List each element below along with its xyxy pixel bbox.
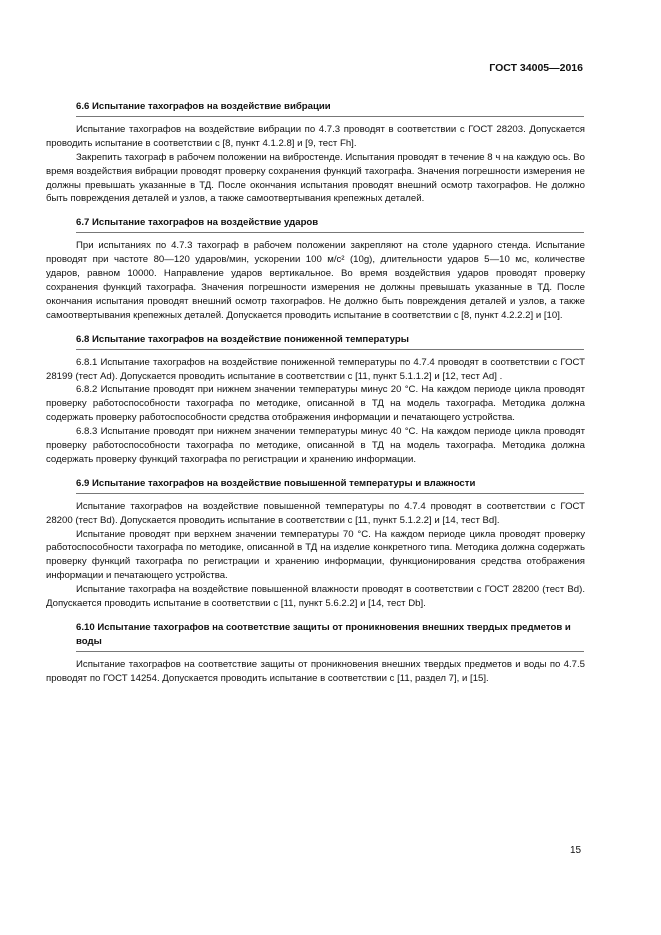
section-heading: 6.10 Испытание тахографов на соответствие защиты от проникновения внешних твердых предметов и воды [76,622,571,647]
section-heading: 6.6 Испытание тахографов на воздействие вибрации [76,101,331,112]
paragraph: Испытание тахографов на соответствие защиты от проникновения внешних твердых предметов и воды по 4.7.5 проводят по ГОСТ 14254. Допускается проводить испытание в соответствии с [11, раздел 7], и [15]. [46,658,585,684]
standard-header: ГОСТ 34005—2016 [489,62,583,74]
paragraph: Испытание тахографов на воздействие вибрации по 4.7.3 проводят в соответствии с ГОСТ 28203. Допускается проводить испытание в соответствии с [8, пункт 4.1.2.8] и [9, тест Fh]. [46,123,585,149]
heading-divider [76,349,584,350]
paragraph: 6.8.1 Испытание тахографов на воздействие пониженной температуры по 4.7.4 проводят в соответствии с ГОСТ 28199 (тест Ad). Допускается проводить испытание в соответствии с [11, пункт 5.1.1.2] и [12, тест Ad] . [46,356,585,382]
document-body [46,90,585,686]
paragraph: 6.8.3 Испытание проводят при нижнем значении температуры минус 40 °С. На каждом периоде цикла проводят проверку работоспособности тахографа по методике, описанной в ТД на модель тахографа. Методика должна содержать проверку функций тахографа по регистрации и хранению информации. [46,426,585,465]
paragraph: При испытаниях по 4.7.3 тахограф в рабочем положении закрепляют на столе ударного стенда. Испытание проводят при частоте 80—120 ударов/мин, ускорении 100 м/с² (10g), длительности ударов 5—10 мс, количестве ударов, равном 10000. Направление ударов вертикальное. Во время воздействия ударов проводят проверку сохранения функций тахографа. Значения погрешности измерения не должны превышать указанные в ТД. После окончания испытания проводят внешний осмотр тахографов. Не должно быть повреждения деталей и узлов, а также самоотвертывания крепежных деталей. Допускается проводить испытание в соответствии с [8, пункт 4.2.2.2] и [10]. [46,240,585,321]
section-heading: 6.8 Испытание тахографов на воздействие пониженной температуры [76,333,409,345]
paragraph: Испытание проводят при верхнем значении температуры 70 °С. На каждом периоде цикла проводят проверку работоспособности тахографа по методике, описанной в ТД на изделие конкретного типа. Методика должна содержать проверку функций тахографа по регистрации и хранению информации, функционирования средства отображения информации и печатающего устройства. [46,528,585,582]
paragraph: Испытание тахографов на воздействие повышенной температуры по 4.7.4 проводят в соответствии с ГОСТ 28200 (тест Bd). Допускается проводить испытание в соответствии с [11, пункт 5.1.2.2] и [14, тест Bd]. [46,500,585,526]
paragraph: Испытание тахографа на воздействие повышенной влажности проводят в соответствии с ГОСТ 28200 (тест Bd). Допускается проводить испытание в соответствии с [11, пункт 5.6.2.2] и [14, тест Db]. [46,584,585,610]
heading-divider [76,651,584,652]
paragraph: 6.8.2 Испытание проводят при нижнем значении температуры минус 20 °С. На каждом периоде цикла проводят проверку работоспособности тахографа по методике, описанной в ТД на модель тахографа. Методика должна содержать проверку работоспособности средства отображения информации и печатающего устройства. [46,384,585,424]
heading-divider [76,232,584,233]
section-heading: 6.9 Испытание тахографов на воздействие повышенной температуры и влажности [76,477,476,489]
heading-divider [76,116,584,117]
page-number: 15 [570,845,582,856]
paragraph: Закрепить тахограф в рабочем положении на вибростенде. Испытания проводят в течение 8 ч на каждую ось. Во время воздействия вибрации проводят проверку сохранения функций тахографа. Значения погрешности измерения не должны превышать указанные в ТД. После окончания испытания проводят внешний осмотр тахографов. Не должно быть повреждения деталей и узлов, а также самоотвертывания крепежных деталей. [46,151,585,205]
section-heading: 6.7 Испытание тахографов на воздействие ударов [76,217,319,229]
heading-divider [76,493,584,494]
